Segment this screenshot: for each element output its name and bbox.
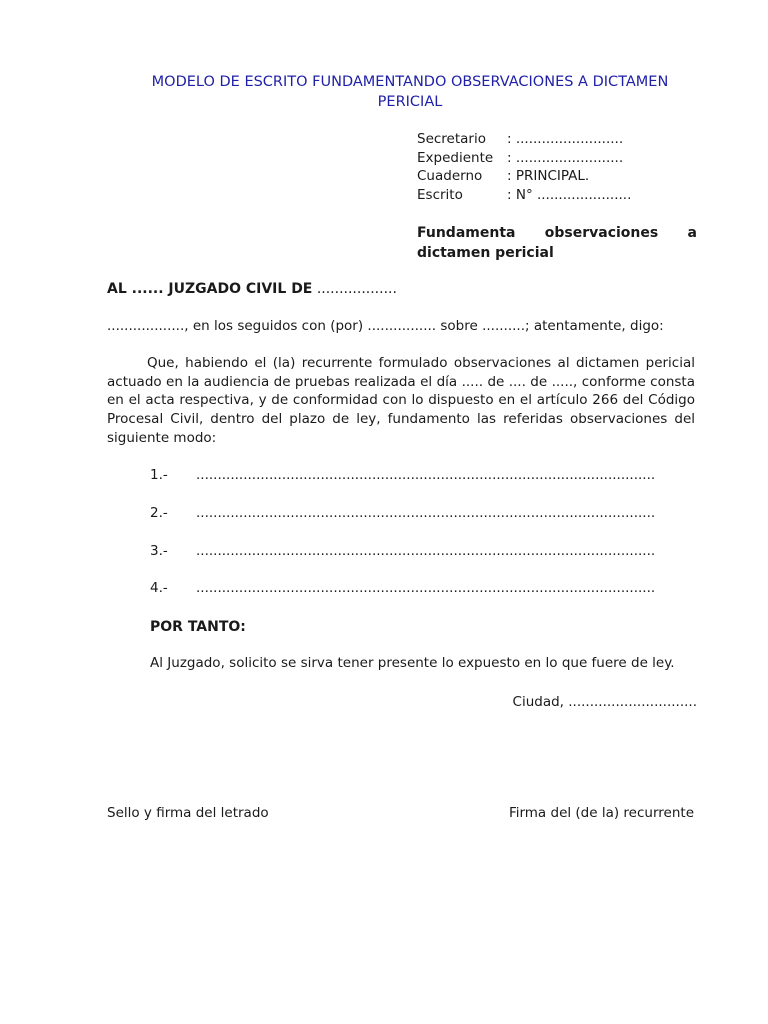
request-paragraph: Al Juzgado, solicito se sirva tener presente lo expuesto en lo que fuere de ley. <box>150 655 675 671</box>
meta-value: : ......................... <box>507 131 624 147</box>
item-text: ........................................................................................................... <box>196 467 656 483</box>
case-metadata <box>417 130 631 204</box>
body-line: actuado en la audiencia de pruebas realizada el día ..... de .... de ....., conforme consta <box>107 373 695 390</box>
list-item <box>150 467 655 483</box>
item-text: ........................................................................................................... <box>196 580 656 596</box>
addressee-blank: .................. <box>312 281 397 297</box>
court-addressee <box>107 281 397 297</box>
intro-paragraph: .................., en los seguidos con (por) ................ sobre ..........; atentamente, digo: <box>107 318 664 334</box>
addressee-head: AL ...... JUZGADO CIVIL DE <box>107 281 313 297</box>
meta-row-escrito <box>417 186 631 205</box>
title-line-1: MODELO DE ESCRITO FUNDAMENTANDO OBSERVACIONES A DICTAMEN <box>151 74 669 90</box>
meta-label: Cuaderno <box>417 168 483 185</box>
meta-row-secretario <box>417 130 631 149</box>
list-item <box>150 543 655 559</box>
summary-word: Fundamenta <box>417 225 516 241</box>
body-line: siguiente modo: <box>107 429 217 446</box>
summary-line-2: dictamen pericial <box>417 245 554 261</box>
list-item <box>150 580 655 596</box>
item-text: ........................................................................................................... <box>196 543 656 559</box>
meta-value: : PRINCIPAL. <box>507 168 590 185</box>
por-tanto-heading: POR TANTO: <box>150 619 246 635</box>
body-paragraph <box>107 354 695 448</box>
meta-row-cuaderno <box>417 167 631 186</box>
applicant-signature-line: Firma del (de la) recurrente <box>508 805 694 821</box>
body-line: Que, habiendo el (la) recurrente formulado observaciones al dictamen pericial <box>147 355 695 371</box>
meta-row-expediente <box>417 149 631 168</box>
document-title <box>110 72 710 112</box>
item-number: 4.- <box>150 580 168 596</box>
summary-word: observaciones <box>544 225 659 241</box>
meta-value: : N° ...................... <box>507 186 632 203</box>
item-number: 1.- <box>150 467 168 483</box>
item-text: ........................................................................................................... <box>196 505 656 521</box>
summary-word: a <box>687 225 697 241</box>
meta-label: Escrito <box>417 186 463 203</box>
item-number: 2.- <box>150 505 168 521</box>
meta-label: Expediente <box>417 149 494 166</box>
lawyer-signature-line: Sello y firma del letrado <box>107 805 269 821</box>
body-line: Procesal Civil, dentro del plazo de ley, fundamento las referidas observaciones del <box>107 411 695 428</box>
body-line: en el acta respectiva, y de conformidad con lo dispuesto en el artículo 266 del Código <box>107 392 695 409</box>
city-date-line: Ciudad, .............................. <box>512 694 697 710</box>
list-item <box>150 505 655 521</box>
meta-label: Secretario <box>417 131 486 147</box>
meta-value: : ......................... <box>507 149 624 166</box>
document-summary <box>417 223 697 263</box>
title-line-2: PERICIAL <box>377 94 443 110</box>
summary-line-1 <box>417 223 697 243</box>
item-number: 3.- <box>150 543 168 559</box>
